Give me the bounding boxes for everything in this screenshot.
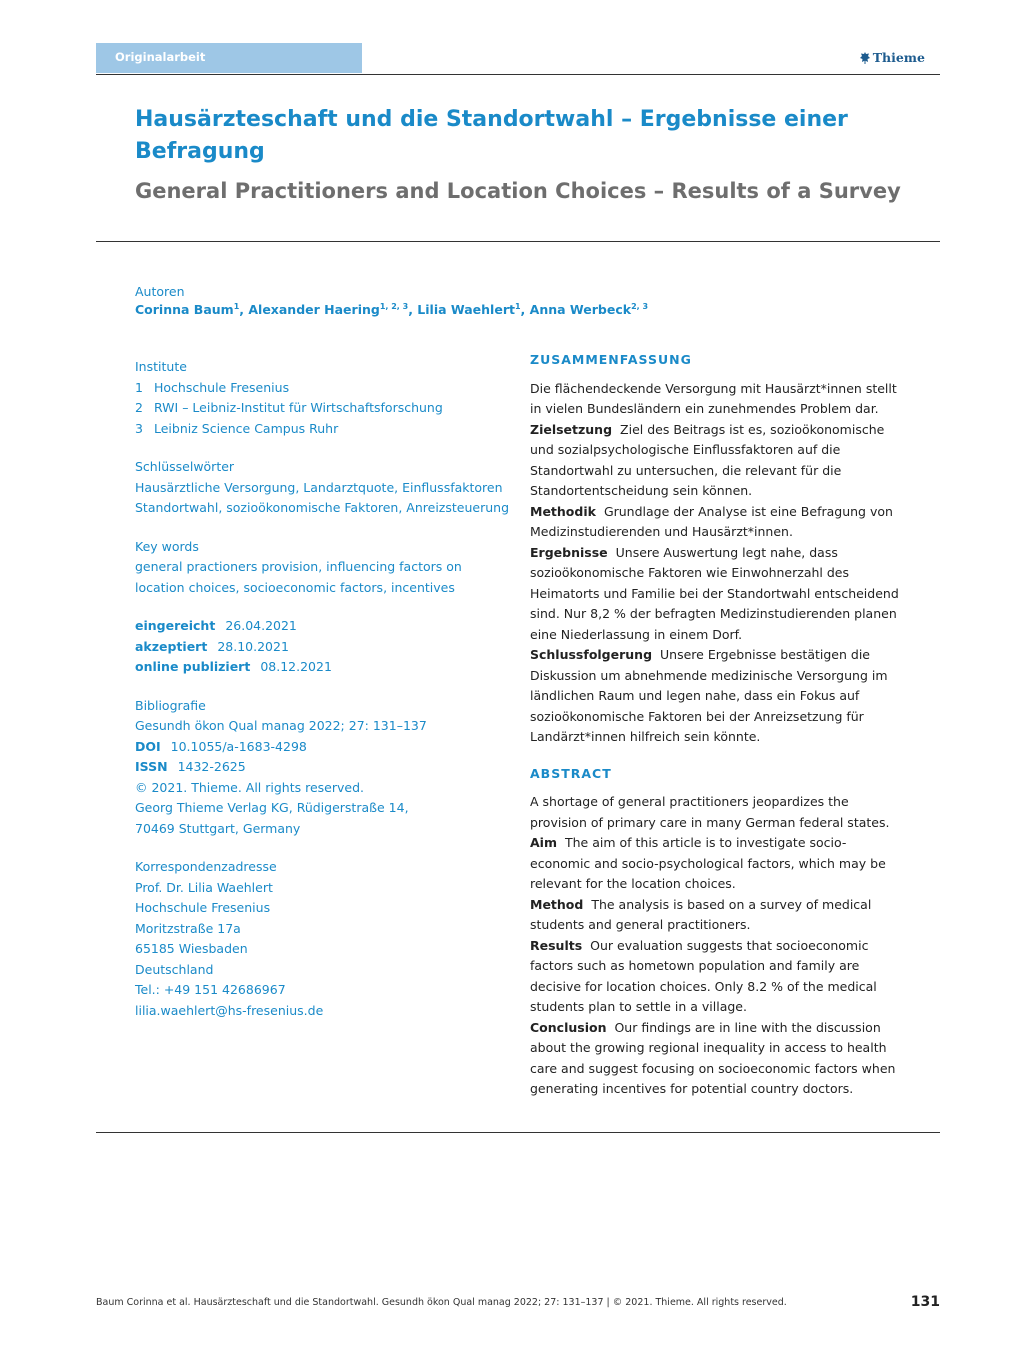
keywords-label: Key words <box>135 538 199 554</box>
article-title-de: Hausärzteschaft und die Standortwahl – Ergebnisse einer Befragung <box>135 107 848 164</box>
keywords-block <box>135 537 515 599</box>
author-separator: , <box>408 302 418 318</box>
doi-row: DOI 10.1055/a-1683-4298 <box>135 738 307 754</box>
abstract-paragraph: Results Our evaluation suggests that socioeconomic factors such as hometown population and family are decisive for location choices. Only 8.2 % of the medical students plan to settle in a village. <box>530 937 877 1014</box>
schluesselwoerter-line: Standortwahl, sozioökonomische Faktoren, Anreizsteuerung <box>135 500 509 515</box>
publisher-logo <box>860 50 925 65</box>
zusammenfassung-paragraph: Methodik Grundlage der Analyse ist eine Befragung von Medizinstudierenden und Hausärzt*innen. <box>530 503 893 539</box>
institute-item: 2 RWI – Leibniz-Institut für Wirtschaftsforschung <box>135 400 443 415</box>
institute-item: 3 Leibniz Science Campus Ruhr <box>135 420 339 436</box>
zusammenfassung-paragraph: Ergebnisse Unsere Auswertung legt nahe, dass sozioökonomische Faktoren wie Einwohnerzahl des Heimatorts und Familie bei der Standortwahl entscheidend sind. Nur 8,2 % der befragten Medizinstudierenden planen eine Niederlassung in einem Dorf. <box>530 544 899 642</box>
author-name: Alexander Haering <box>248 302 380 318</box>
abstract-paragraph: Conclusion Our findings are in line with the discussion about the growing regional inequality in access to health care and suggest focusing on socioeconomic factors when generating incentives for potential country doctors. <box>530 1019 896 1096</box>
abstract-paragraph: Method The analysis is based on a survey of medical students and general practitioners. <box>530 896 872 932</box>
author-affiliation: 1, 2, 3 <box>379 302 409 311</box>
zusammenfassung-heading: ZUSAMMENFASSUNG <box>530 352 692 367</box>
author-affiliation: 2, 3 <box>631 302 649 311</box>
sidebar-metadata <box>135 357 515 1039</box>
author-separator: , <box>239 302 249 318</box>
author-list <box>135 302 648 317</box>
zusammenfassung-intro: Die flächendeckende Versorgung mit Hausärzt*innen stellt in vielen Bundesländern ein zunehmendes Problem dar. <box>530 380 897 416</box>
bottom-rule <box>96 1132 940 1133</box>
korrespondenz-line: Deutschland <box>135 961 214 977</box>
author-name: Corinna Baum <box>135 302 234 318</box>
institute-item: 1 Hochschule Fresenius <box>135 379 290 395</box>
bibliografie-block <box>135 696 515 840</box>
publisher-address: Georg Thieme Verlag KG, Rüdigerstraße 14, <box>135 800 409 815</box>
keywords-line: general practioners provision, influencing factors on <box>135 559 462 574</box>
korrespondenz-label: Korrespondenzadresse <box>135 859 277 874</box>
korrespondenz-block <box>135 857 515 1021</box>
schluesselwoerter-line: Hausärztliche Versorgung, Landarztquote, Einflussfaktoren <box>135 479 503 495</box>
korrespondenz-line: Tel.: +49 151 42686967 <box>135 982 286 997</box>
abstract-intro: A shortage of general practitioners jeopardizes the provision of primary care in many German federal states. <box>530 794 890 830</box>
doi-link[interactable]: 10.1055/a-1683-4298 <box>170 738 307 754</box>
korrespondenz-line: Moritzstraße 17a <box>135 920 241 936</box>
keywords-line: location choices, socioeconomic factors, incentives <box>135 579 455 595</box>
abstract-paragraph: Aim The aim of this article is to investigate socio-economic and socio-psychological factors, which may be relevant for the location choices. <box>530 835 886 891</box>
date-row: akzeptiert 28.10.2021 <box>135 638 289 654</box>
schluesselwoerter-label: Schlüsselwörter <box>135 459 235 474</box>
zusammenfassung-paragraph: Schlussfolgerung Unsere Ergebnisse bestätigen die Diskussion um abnehmende medizinische Versorgung im ländlichen Raum und legen nahe, dass ein Fokus auf sozioökonomische Faktoren bei der Anreizsetzung für Landärzt*innen hilfreich sein könnte. <box>530 647 888 744</box>
thieme-logo-icon <box>860 52 870 64</box>
author-separator: , <box>520 302 530 318</box>
article-title-en: General Practitioners and Location Choices – Results of a Survey <box>135 179 901 203</box>
dates-block <box>135 616 515 678</box>
author-affiliation: 1 <box>233 302 240 311</box>
abstract-section <box>530 764 903 1100</box>
category-bar <box>96 43 362 73</box>
authors-label: Autoren <box>135 284 185 299</box>
header-rule <box>96 74 940 75</box>
publisher-name: Thieme <box>872 50 925 65</box>
korrespondenz-line: 65185 Wiesbaden <box>135 941 248 956</box>
schluesselwoerter-block <box>135 457 515 519</box>
page-number: 131 <box>910 1294 940 1310</box>
date-row: online publiziert 08.12.2021 <box>135 659 332 674</box>
author-name: Anna Werbeck <box>529 302 632 318</box>
institutes-label: Institute <box>135 359 187 374</box>
footer-citation: Baum Corinna et al. Hausärzteschaft und die Standortwahl. Gesundh ökon Qual manag 2022; 27: 131–137 | © 2021. Thieme. All rights reserved. <box>96 1297 787 1308</box>
author-affiliation: 1 <box>514 302 521 311</box>
korrespondenz-line: Prof. Dr. Lilia Waehlert <box>135 879 273 895</box>
author-name: Lilia Waehlert <box>417 302 515 318</box>
issn-row: ISSN 1432-2625 <box>135 759 246 774</box>
zusammenfassung-paragraph: Zielsetzung Ziel des Beitrags ist es, sozioökonomische und sozialpsychologische Einflussfaktoren auf die Standortwahl zu untersuchen, die relevant für die Standortentscheidung sein können. <box>530 421 885 498</box>
publisher-address: 70469 Stuttgart, Germany <box>135 820 301 836</box>
bibliografie-citation: Gesundh ökon Qual manag 2022; 27: 131–137 <box>135 718 427 733</box>
korrespondenz-line: Hochschule Fresenius <box>135 900 271 915</box>
date-row: eingereicht 26.04.2021 <box>135 618 297 633</box>
bibliografie-label: Bibliografie <box>135 697 206 713</box>
copyright: © 2021. Thieme. All rights reserved. <box>135 779 364 795</box>
zusammenfassung-section <box>530 350 903 748</box>
institutes-block <box>135 357 515 439</box>
category-label: Originalarbeit <box>115 50 206 64</box>
abstracts-column <box>530 350 903 1116</box>
title-rule <box>96 241 940 242</box>
email-link[interactable]: lilia.waehlert@hs-fresenius.de <box>135 1002 324 1018</box>
abstract-heading: ABSTRACT <box>530 765 612 781</box>
